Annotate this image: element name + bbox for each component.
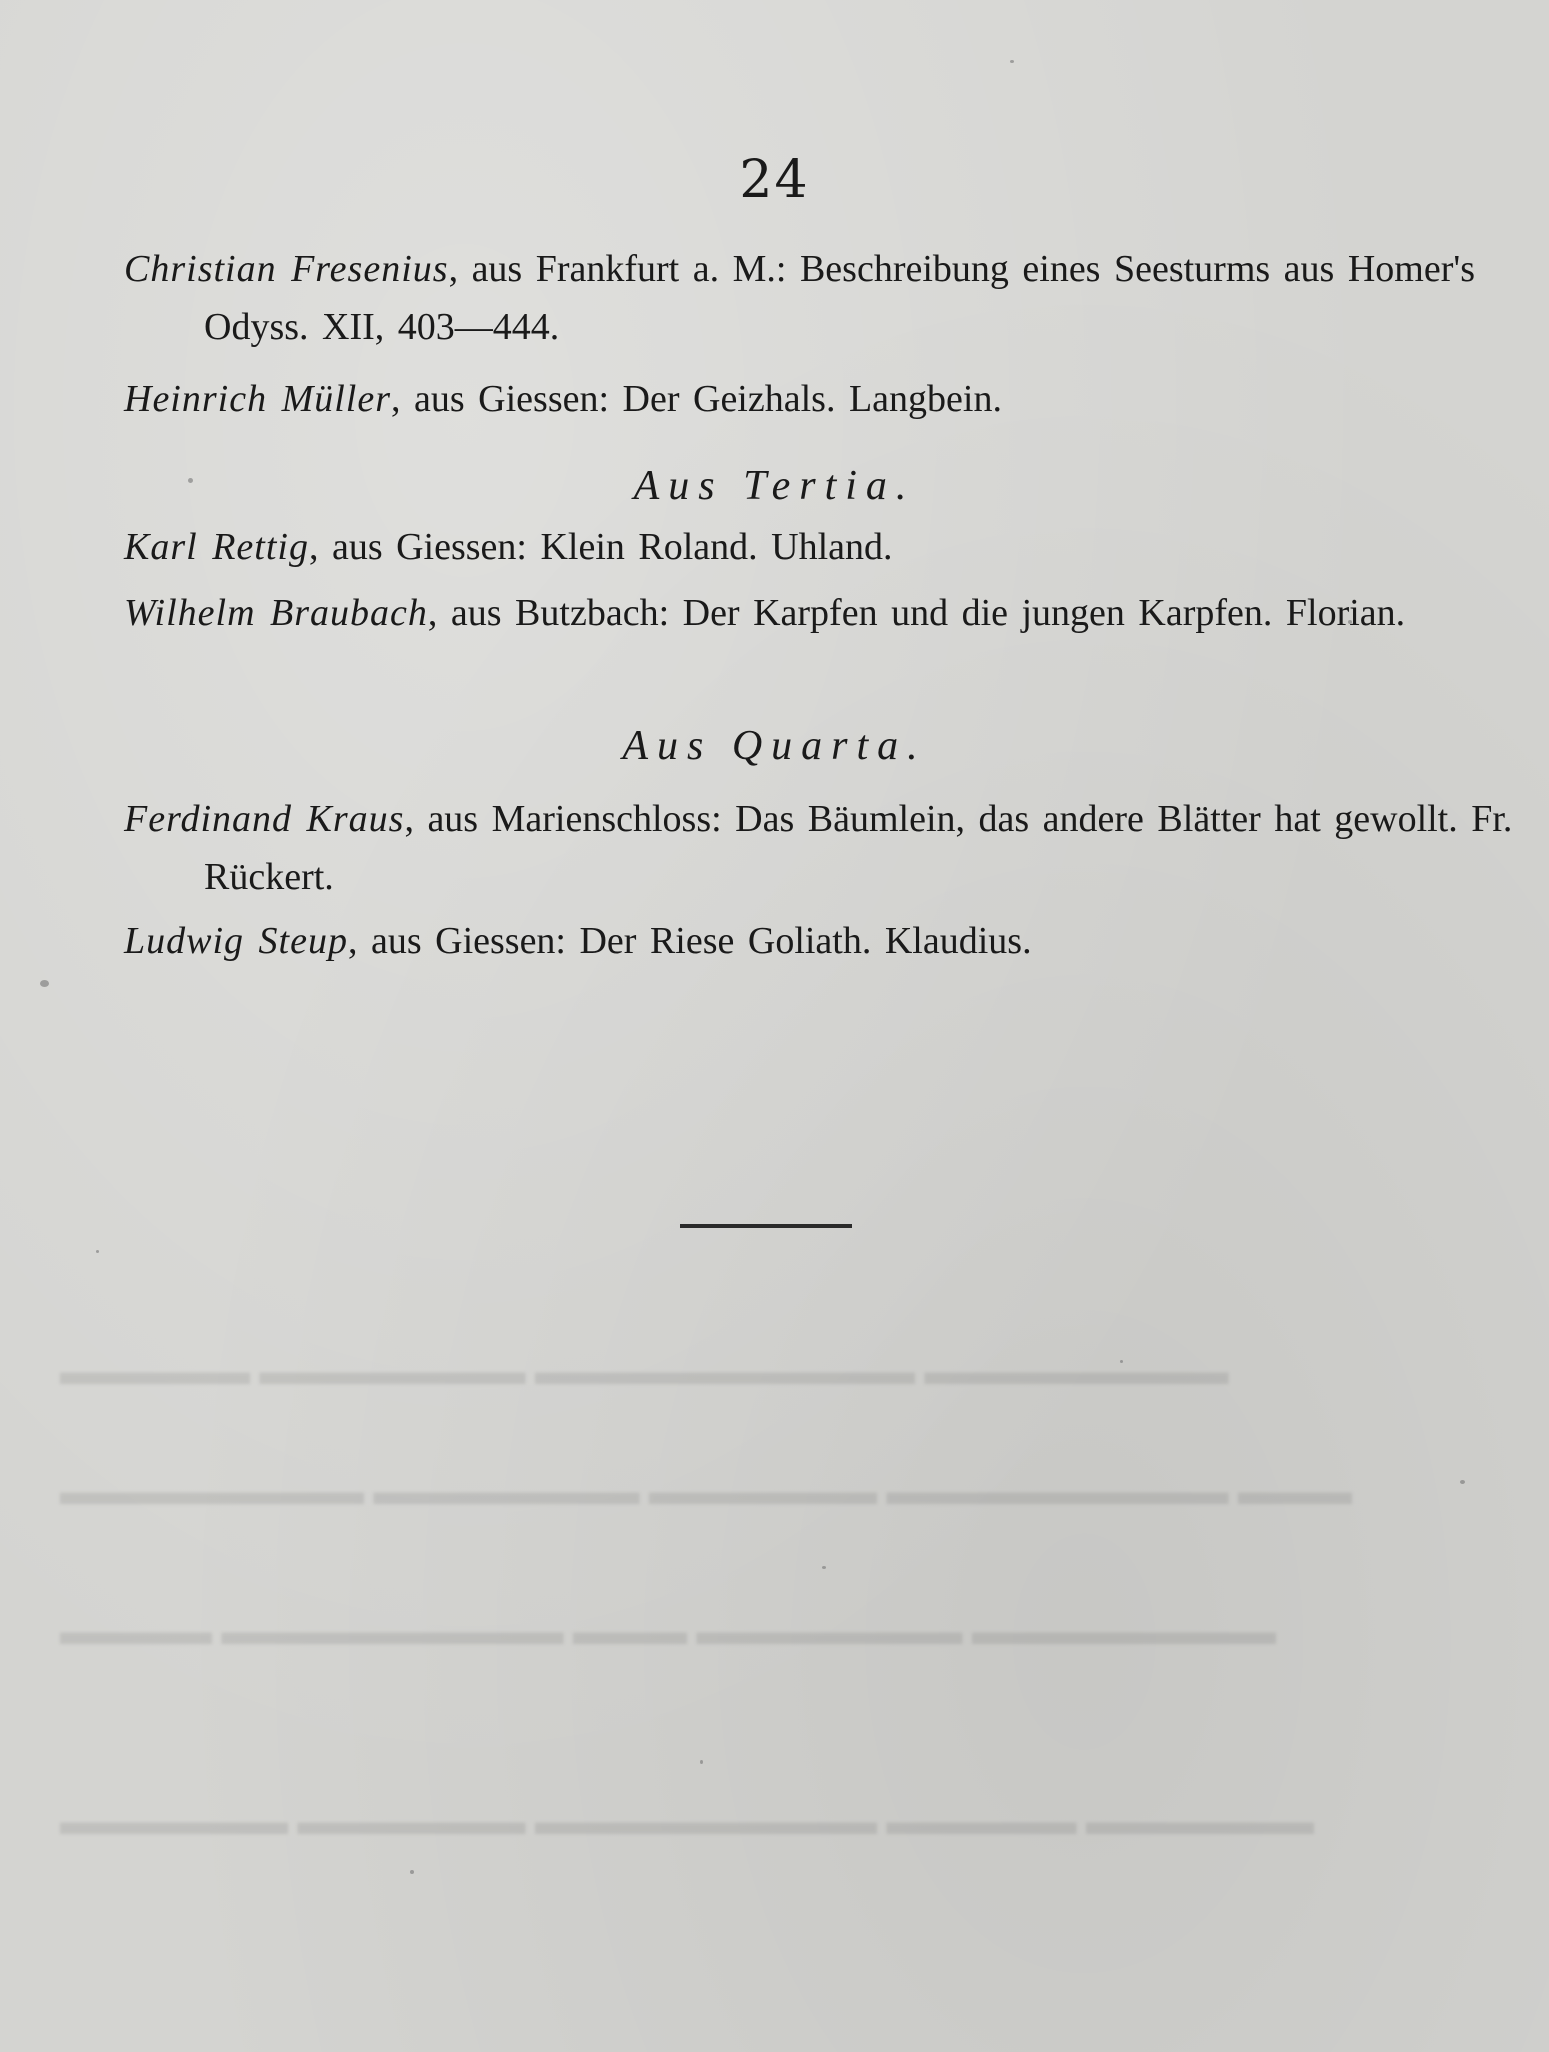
- section-divider-rule: [680, 1224, 852, 1228]
- student-name: Ludwig Steup: [124, 920, 348, 962]
- student-name: Heinrich Müller: [124, 378, 392, 420]
- entry-braubach: [124, 584, 1524, 642]
- student-name: Christian Fresenius: [124, 248, 449, 290]
- bleed-through-line: ▬▬▬▬▬▬▬▬ ▬▬▬▬▬▬▬ ▬▬▬▬▬▬ ▬▬▬▬▬▬▬▬▬ ▬▬▬: [60, 1471, 1352, 1513]
- section-heading-tertia: Aus Tertia.: [633, 463, 916, 509]
- entry-steup: [124, 912, 1524, 970]
- student-name: Ferdinand Kraus: [124, 798, 405, 840]
- paper-speck: [700, 1760, 703, 1764]
- entry-kraus: [124, 790, 1524, 906]
- entry-text: , aus Frankfurt a. M.: Beschreibung eines Seesturms aus Homer's Odyss. XII, 403—444.: [204, 248, 1475, 348]
- page-number: 24: [739, 150, 810, 210]
- entry-rettig: [124, 518, 1524, 576]
- entry-text: , aus Giessen: Der Geizhals. Langbein.: [391, 378, 1002, 420]
- paper-speck: [410, 1870, 414, 1874]
- entry-text: , aus Giessen: Der Riese Goliath. Klaudius.: [347, 920, 1032, 962]
- paper-speck: [96, 1250, 99, 1253]
- bleed-through-line: ▬▬▬▬▬▬ ▬▬▬▬▬▬ ▬▬▬▬▬▬▬▬▬ ▬▬▬▬▬ ▬▬▬▬▬▬: [60, 1801, 1314, 1843]
- section-heading-quarta: Aus Quarta.: [622, 723, 927, 769]
- entry-fresenius: [124, 240, 1524, 356]
- entry-text: , aus Giessen: Klein Roland. Uhland.: [308, 526, 893, 568]
- entry-text: , aus Marienschloss: Das Bäumlein, das andere Blätter hat gewollt. Fr. Rückert.: [204, 798, 1513, 898]
- paper-speck: [1010, 60, 1014, 63]
- paper-speck: [822, 1566, 826, 1569]
- entry-text: , aus Butzbach: Der Karpfen und die jungen Karpfen. Florian.: [427, 592, 1406, 634]
- bleed-through-line: ▬▬▬▬▬ ▬▬▬▬▬▬▬ ▬▬▬▬▬▬▬▬▬▬ ▬▬▬▬▬▬▬▬: [60, 1351, 1229, 1393]
- student-name: Karl Rettig: [124, 526, 309, 568]
- bleed-through-line: ▬▬▬▬ ▬▬▬▬▬▬▬▬▬ ▬▬▬ ▬▬▬▬▬▬▬ ▬▬▬▬▬▬▬▬: [60, 1611, 1276, 1653]
- paper-speck: [40, 980, 49, 987]
- entry-mueller: [124, 370, 1524, 428]
- student-name: Wilhelm Braubach: [124, 592, 428, 634]
